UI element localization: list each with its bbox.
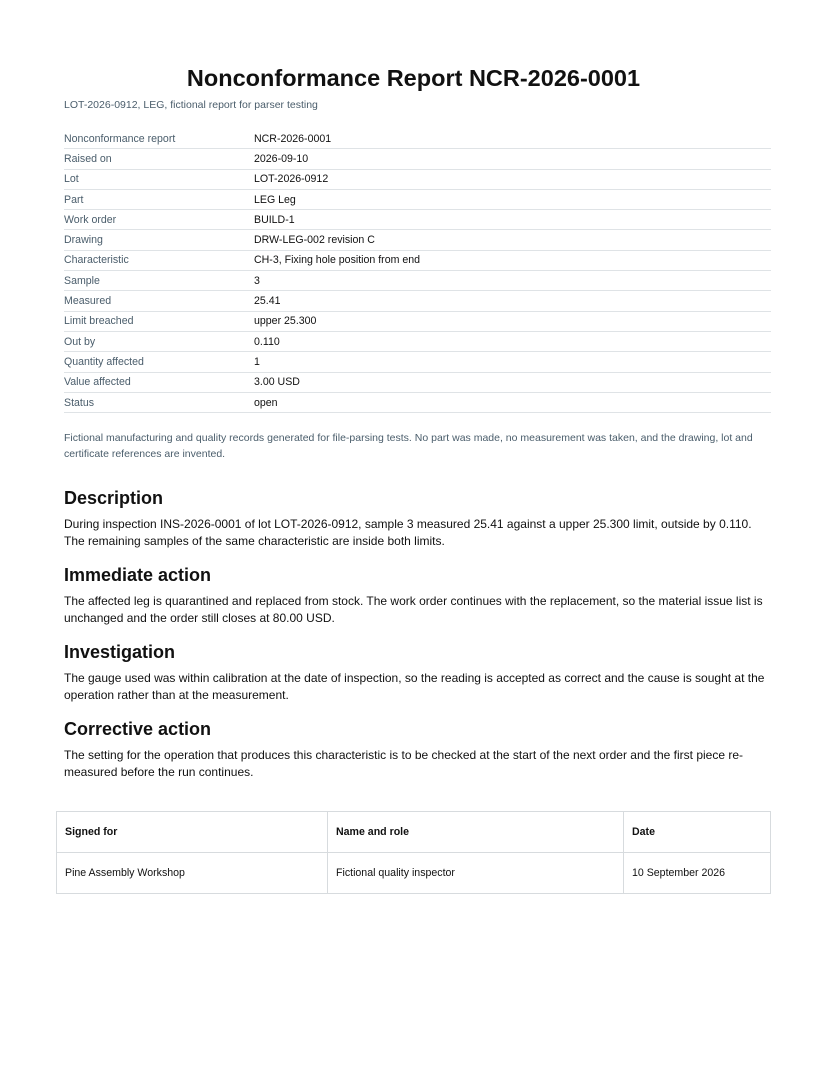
field-value: upper 25.300 (254, 311, 771, 331)
field-label: Quantity affected (64, 352, 254, 372)
field-label: Status (64, 392, 254, 412)
field-label: Lot (64, 169, 254, 189)
investigation-heading: Investigation (64, 642, 176, 663)
table-row (57, 853, 771, 894)
field-value: 3.00 USD (254, 372, 771, 392)
table-row (64, 129, 771, 149)
field-label: Drawing (64, 230, 254, 250)
page-subtitle: LOT-2026-0912, LEG, fictional report for parser testing (64, 99, 318, 111)
field-label: Sample (64, 271, 254, 291)
field-value: BUILD-1 (254, 210, 771, 230)
field-value: 3 (254, 271, 771, 291)
field-value: open (254, 392, 771, 412)
page-title: Nonconformance Report NCR-2026-0001 (186, 65, 641, 91)
field-label: Work order (64, 210, 254, 230)
field-value: 25.41 (254, 291, 771, 311)
corrective-action-heading: Corrective action (64, 719, 212, 740)
immediate-action-text: The affected leg is quarantined and replaced from stock. The work order continues with the replacement, so the material issue list is unchanged and the order still closes at 80.00 USD. (64, 594, 763, 625)
corrective-action-text: The setting for the operation that produces this characteristic is to be checked at the start of the next order and the first piece re-measured before the run continues. (64, 748, 744, 779)
description-text: During inspection INS-2026-0001 of lot LOT-2026-0912, sample 3 measured 25.41 against a upper 25.300 limit, outside by 0.110. The remaining samples of the same characteristic are inside both limits. (64, 517, 752, 548)
signed-for-cell: Pine Assembly Workshop (57, 853, 328, 894)
field-value: CH-3, Fixing hole position from end (254, 250, 771, 270)
fictional-disclaimer-note: Fictional manufacturing and quality records generated for file-parsing tests. No part was made, no measurement was taken, and the drawing, lot and certificate references are invented. (64, 432, 753, 461)
field-value: 2026-09-10 (254, 149, 771, 169)
table-row (64, 250, 771, 270)
signoff-header-row (57, 812, 771, 853)
field-label: Out by (64, 331, 254, 351)
table-row (64, 271, 771, 291)
table-row (64, 352, 771, 372)
field-value: LOT-2026-0912 (254, 169, 771, 189)
field-value: 0.110 (254, 331, 771, 351)
immediate-action-heading: Immediate action (64, 565, 212, 586)
table-row (64, 169, 771, 189)
name-role-header: Name and role (328, 812, 624, 853)
table-row (64, 311, 771, 331)
table-row (64, 189, 771, 209)
date-cell: 10 September 2026 (624, 853, 771, 894)
report-fields-table (64, 129, 771, 413)
signed-for-header: Signed for (57, 812, 328, 853)
field-label: Measured (64, 291, 254, 311)
table-row (64, 331, 771, 351)
signoff-table (56, 811, 771, 894)
field-value: 1 (254, 352, 771, 372)
field-value: DRW-LEG-002 revision C (254, 230, 771, 250)
report-page (56, 0, 771, 780)
field-label: Value affected (64, 372, 254, 392)
name-role-cell: Fictional quality inspector (328, 853, 624, 894)
field-label: Part (64, 189, 254, 209)
field-label: Raised on (64, 149, 254, 169)
field-label: Limit breached (64, 311, 254, 331)
table-row (64, 149, 771, 169)
table-row (64, 210, 771, 230)
field-value: NCR-2026-0001 (254, 129, 771, 149)
table-row (64, 291, 771, 311)
investigation-text: The gauge used was within calibration at the date of inspection, so the reading is accepted as correct and the cause is sought at the operation rather than at the measurement. (64, 671, 765, 702)
field-label: Nonconformance report (64, 129, 254, 149)
description-heading: Description (64, 488, 164, 509)
table-row (64, 392, 771, 412)
table-row (64, 372, 771, 392)
date-header: Date (624, 812, 771, 853)
field-value: LEG Leg (254, 189, 771, 209)
field-label: Characteristic (64, 250, 254, 270)
table-row (64, 230, 771, 250)
